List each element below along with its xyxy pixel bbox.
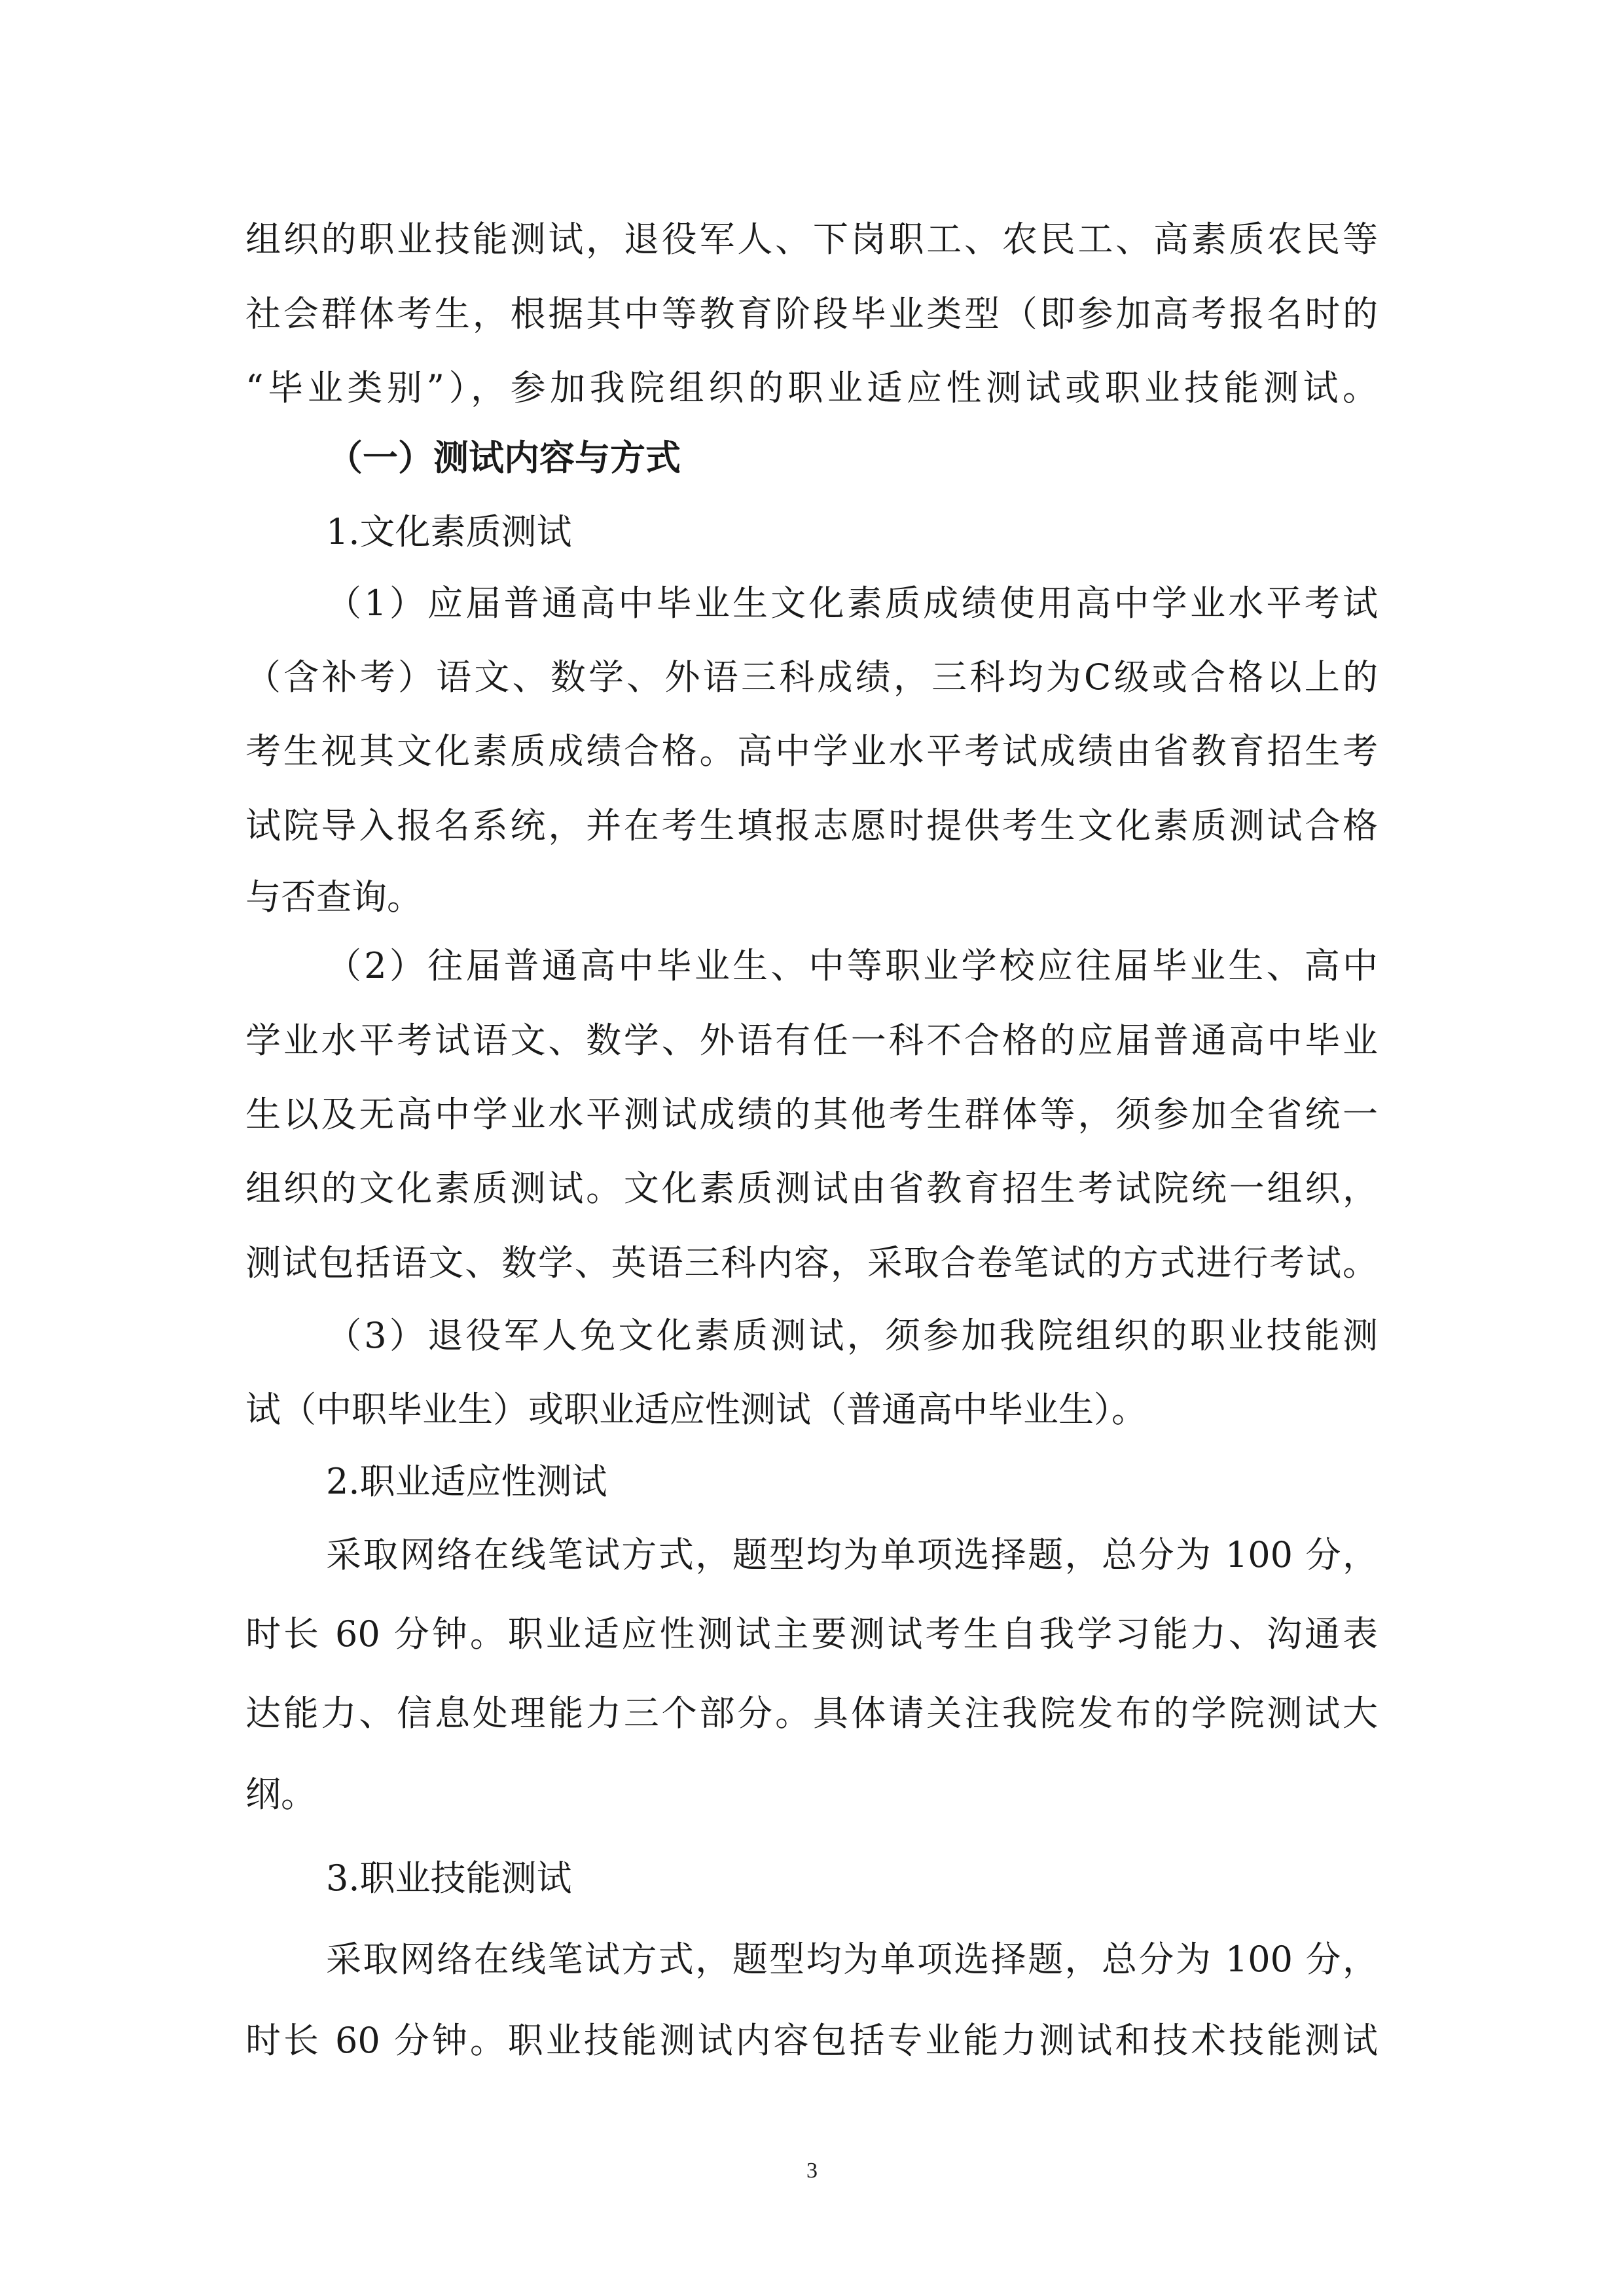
page-number: 3 xyxy=(806,2159,818,2183)
paragraph-line: 达能力、信息处理能力三个部分。具体请关注我院发布的学院测试大 xyxy=(245,1693,1378,1734)
paragraph-line: 学业水平考试语文、数学、外语有任一科不合格的应届普通高中毕业 xyxy=(245,1020,1378,1061)
paragraph-line: 试（中职毕业生）或职业适应性测试（普通高中毕业生）。 xyxy=(245,1389,1147,1430)
paragraph-line: 生以及无高中学业水平测试成绩的其他考生群体等，须参加全省统一 xyxy=(245,1094,1378,1135)
paragraph-line: 组织的职业技能测试，退役军人、下岗职工、农民工、高素质农民等 xyxy=(245,219,1378,260)
paragraph-line: 考生视其文化素质成绩合格。高中学业水平考试成绩由省教育招生考 xyxy=(245,730,1378,772)
paragraph-line: 纲。 xyxy=(245,1774,316,1815)
paragraph-line: （1）应届普通高中毕业生文化素质成绩使用高中学业水平考试 xyxy=(326,583,1378,624)
paragraph-line: （2）往届普通高中毕业生、中等职业学校应往届毕业生、高中 xyxy=(326,945,1378,986)
paragraph-line: 采取网络在线笔试方式，题型均为单项选择题，总分为 100 分， xyxy=(326,1939,1378,1980)
paragraph-line: 时长 60 分钟。职业适应性测试主要测试考生自我学习能力、沟通表 xyxy=(245,1613,1378,1655)
paragraph-line: 采取网络在线笔试方式，题型均为单项选择题，总分为 100 分， xyxy=(326,1534,1378,1575)
paragraph-line: 试院导入报名系统，并在考生填报志愿时提供考生文化素质测试合格 xyxy=(245,805,1378,846)
paragraph-line: 测试包括语文、数学、英语三科内容，采取合卷笔试的方式进行考试。 xyxy=(245,1242,1378,1283)
paragraph-line: （含补考）语文、数学、外语三科成绩，三科均为C级或合格以上的 xyxy=(245,656,1378,698)
subsection-heading: 3.职业技能测试 xyxy=(326,1857,572,1899)
paragraph-line: “毕业类别”），参加我院组织的职业适应性测试或职业技能测试。 xyxy=(245,367,1378,408)
paragraph-line: （3）退役军人免文化素质测试，须参加我院组织的职业技能测 xyxy=(326,1315,1378,1356)
paragraph-line: 与否查询。 xyxy=(245,876,422,918)
paragraph-line: 组织的文化素质测试。文化素质测试由省教育招生考试院统一组织， xyxy=(245,1168,1378,1209)
subsection-heading: 1.文化素质测试 xyxy=(326,511,572,552)
subsection-heading: 2.职业适应性测试 xyxy=(326,1461,607,1502)
paragraph-line: 社会群体考生，根据其中等教育阶段毕业类型（即参加高考报名时的 xyxy=(245,293,1378,334)
paragraph-line: 时长 60 分钟。职业技能测试内容包括专业能力测试和技术技能测试 xyxy=(245,2020,1378,2061)
section-heading: （一）测试内容与方式 xyxy=(327,437,681,478)
